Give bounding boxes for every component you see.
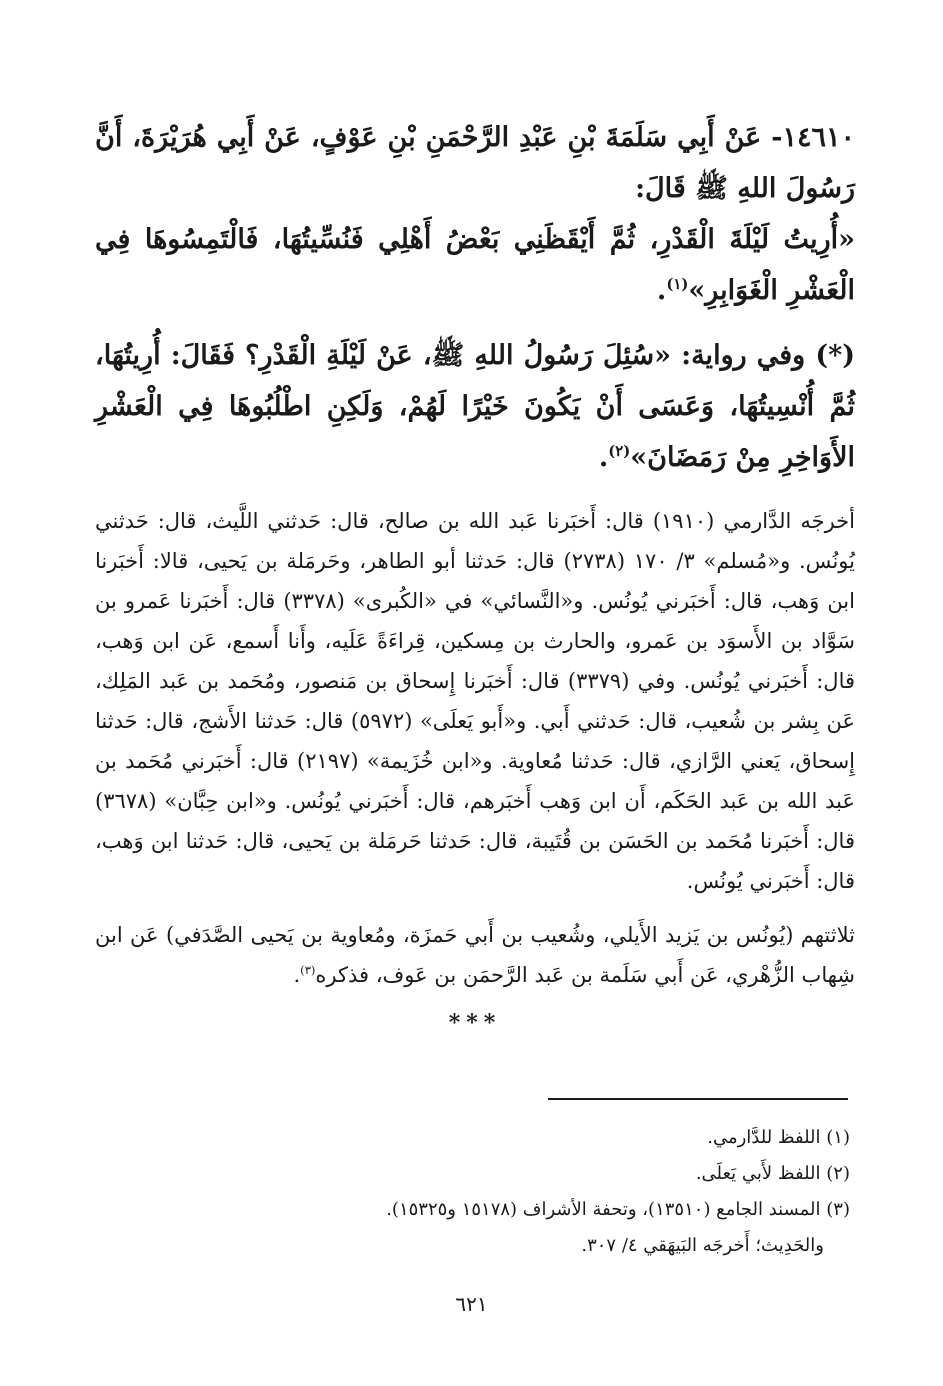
- footnote-3-continuation: والحَدِيث؛ أَخرجَه البَيهَقي ٤/ ٣٠٧.: [581, 1235, 824, 1256]
- footnote-2: (٢) اللفظ لأَبي يَعلَى.: [695, 1163, 850, 1184]
- hadith-riwaya-end: .: [598, 442, 609, 473]
- takhrij-paragraph-2-end: .: [293, 963, 301, 987]
- page-body: [95, 112, 855, 1043]
- takhrij-paragraph-1: أخرجَه الدَّارمي (١٩١٠) قال: أَخبَرنا عَبد الله بن صالح، قال: حَدثني اللَّيث، قال: حَدثني يُونُس. و«مُسلم» ٣/ ١٧٠ (٢٧٣٨) قال: حَدثنا أبو الطاهر، وحَرمَلة بن يَحيى، قالا: أَخبَرنا ابن وَهب، قال: أَخبَرني يُونُس. و«النَّسائي» في «الكُبرى» (٣٣٧٨) قال: أَخبَرنا عَمرو بن سَوَّاد بن الأَسوَد بن عَمرو، والحارث بن مِسكين، قِراءَةً عَلَيه، وأَنا أَسمع، عَن ابن وَهب، قال: أَخبَرني يُونُس. وفي (٣٣٧٩) قال: أَخبَرنا إِسحاق بن مَنصور، ومُحَمد بن عَبد المَلِك، عَن بِشر بن شُعيب، قال: حَدثني أَبي. و«أَبو يَعلَى» (٥٩٧٢) قال: حَدثنا الأَشج، قال: حَدثنا إِسحاق، يَعني الرَّازي، قال: حَدثنا مُعاوية. و«ابن خُزَيمة» (٢١٩٧) قال: أَخبَرني مُحَمد بن عَبد الله بن عَبد الحَكَم، أَن ابن وَهب أَخبَرهم، قال: أَخبَرني يُونُس. و«ابن حِبَّان» (٣٦٧٨) قال: أَخبَرنا مُحَمد بن الحَسَن بن قُتَيبة، قال: حَدثنا حَرمَلة بن يَحيى، قال: حَدثنا ابن وَهب، قال: أَخبَرني يُونُس.: [95, 509, 855, 893]
- footnote-3: (٣) المسند الجامع (١٣٥١٠)، وتحفة الأشراف (١٥١٧٨ و١٥٣٢٥).: [386, 1199, 850, 1220]
- footnote-ref-1: (١): [666, 275, 689, 293]
- takhrij-paragraph-2-text: ثلاثتهم (يُونُس بن يَزيد الأَيلي، وشُعيب بن أَبي حَمزَة، ومُعاوية بن يَحيى الصَّدَفي) عَن ابن شِهاب الزُّهْري، عَن أَبي سَلَمة بن عَبد الرَّحمَن بن عَوف، فذكره: [95, 923, 855, 987]
- takhrij-block: [95, 501, 855, 1043]
- footnote-1: (١) اللفظ للدَّارمي.: [707, 1127, 850, 1148]
- hadith-riwaya: [95, 330, 855, 483]
- footnote-ref-3: (٣): [300, 963, 316, 977]
- page-number: ٦٢١: [455, 1292, 488, 1316]
- hadith-riwaya-text: (*) وفي رواية: «سُئِلَ رَسُولُ اللهِ ﷺ، عَنْ لَيْلَةِ الْقَدْرِ؟ فَقَالَ: أُرِيتُهَا، ثُمَّ أُنْسِيتُهَا، وَعَسَى أَنْ يَكُونَ خَيْرًا لَهُمْ، وَلَكِنِ اطْلُبُوهَا فِي الْعَشْرِ الأَوَاخِرِ مِنْ رَمَضَانَ»: [95, 340, 855, 473]
- hadith-matn: [95, 214, 855, 316]
- footnote-divider: [548, 1098, 848, 1100]
- takhrij-paragraph-2: [95, 915, 855, 995]
- section-separator: ***: [448, 1010, 502, 1036]
- hadith-matn-end: .: [656, 275, 667, 306]
- hadith-matn-text: «أُرِيتُ لَيْلَةَ الْقَدْرِ، ثُمَّ أَيْقَظَنِي بَعْضُ أَهْلِي فَنُسِّيتُهَا، فَالْتَمِسُوهَا فِي الْعَشْرِ الْغَوَابِرِ»: [95, 224, 855, 306]
- hadith-isnad: ١٤٦١٠- عَنْ أَبِي سَلَمَةَ بْنِ عَبْدِ الرَّحْمَنِ بْنِ عَوْفٍ، عَنْ أَبِي هُرَيْرَةَ، أَنَّ رَسُولَ اللهِ ﷺ قَالَ:: [95, 122, 855, 204]
- footnotes: [95, 1120, 850, 1264]
- hadith-block: [95, 112, 855, 483]
- footnote-ref-2: (٢): [608, 442, 631, 460]
